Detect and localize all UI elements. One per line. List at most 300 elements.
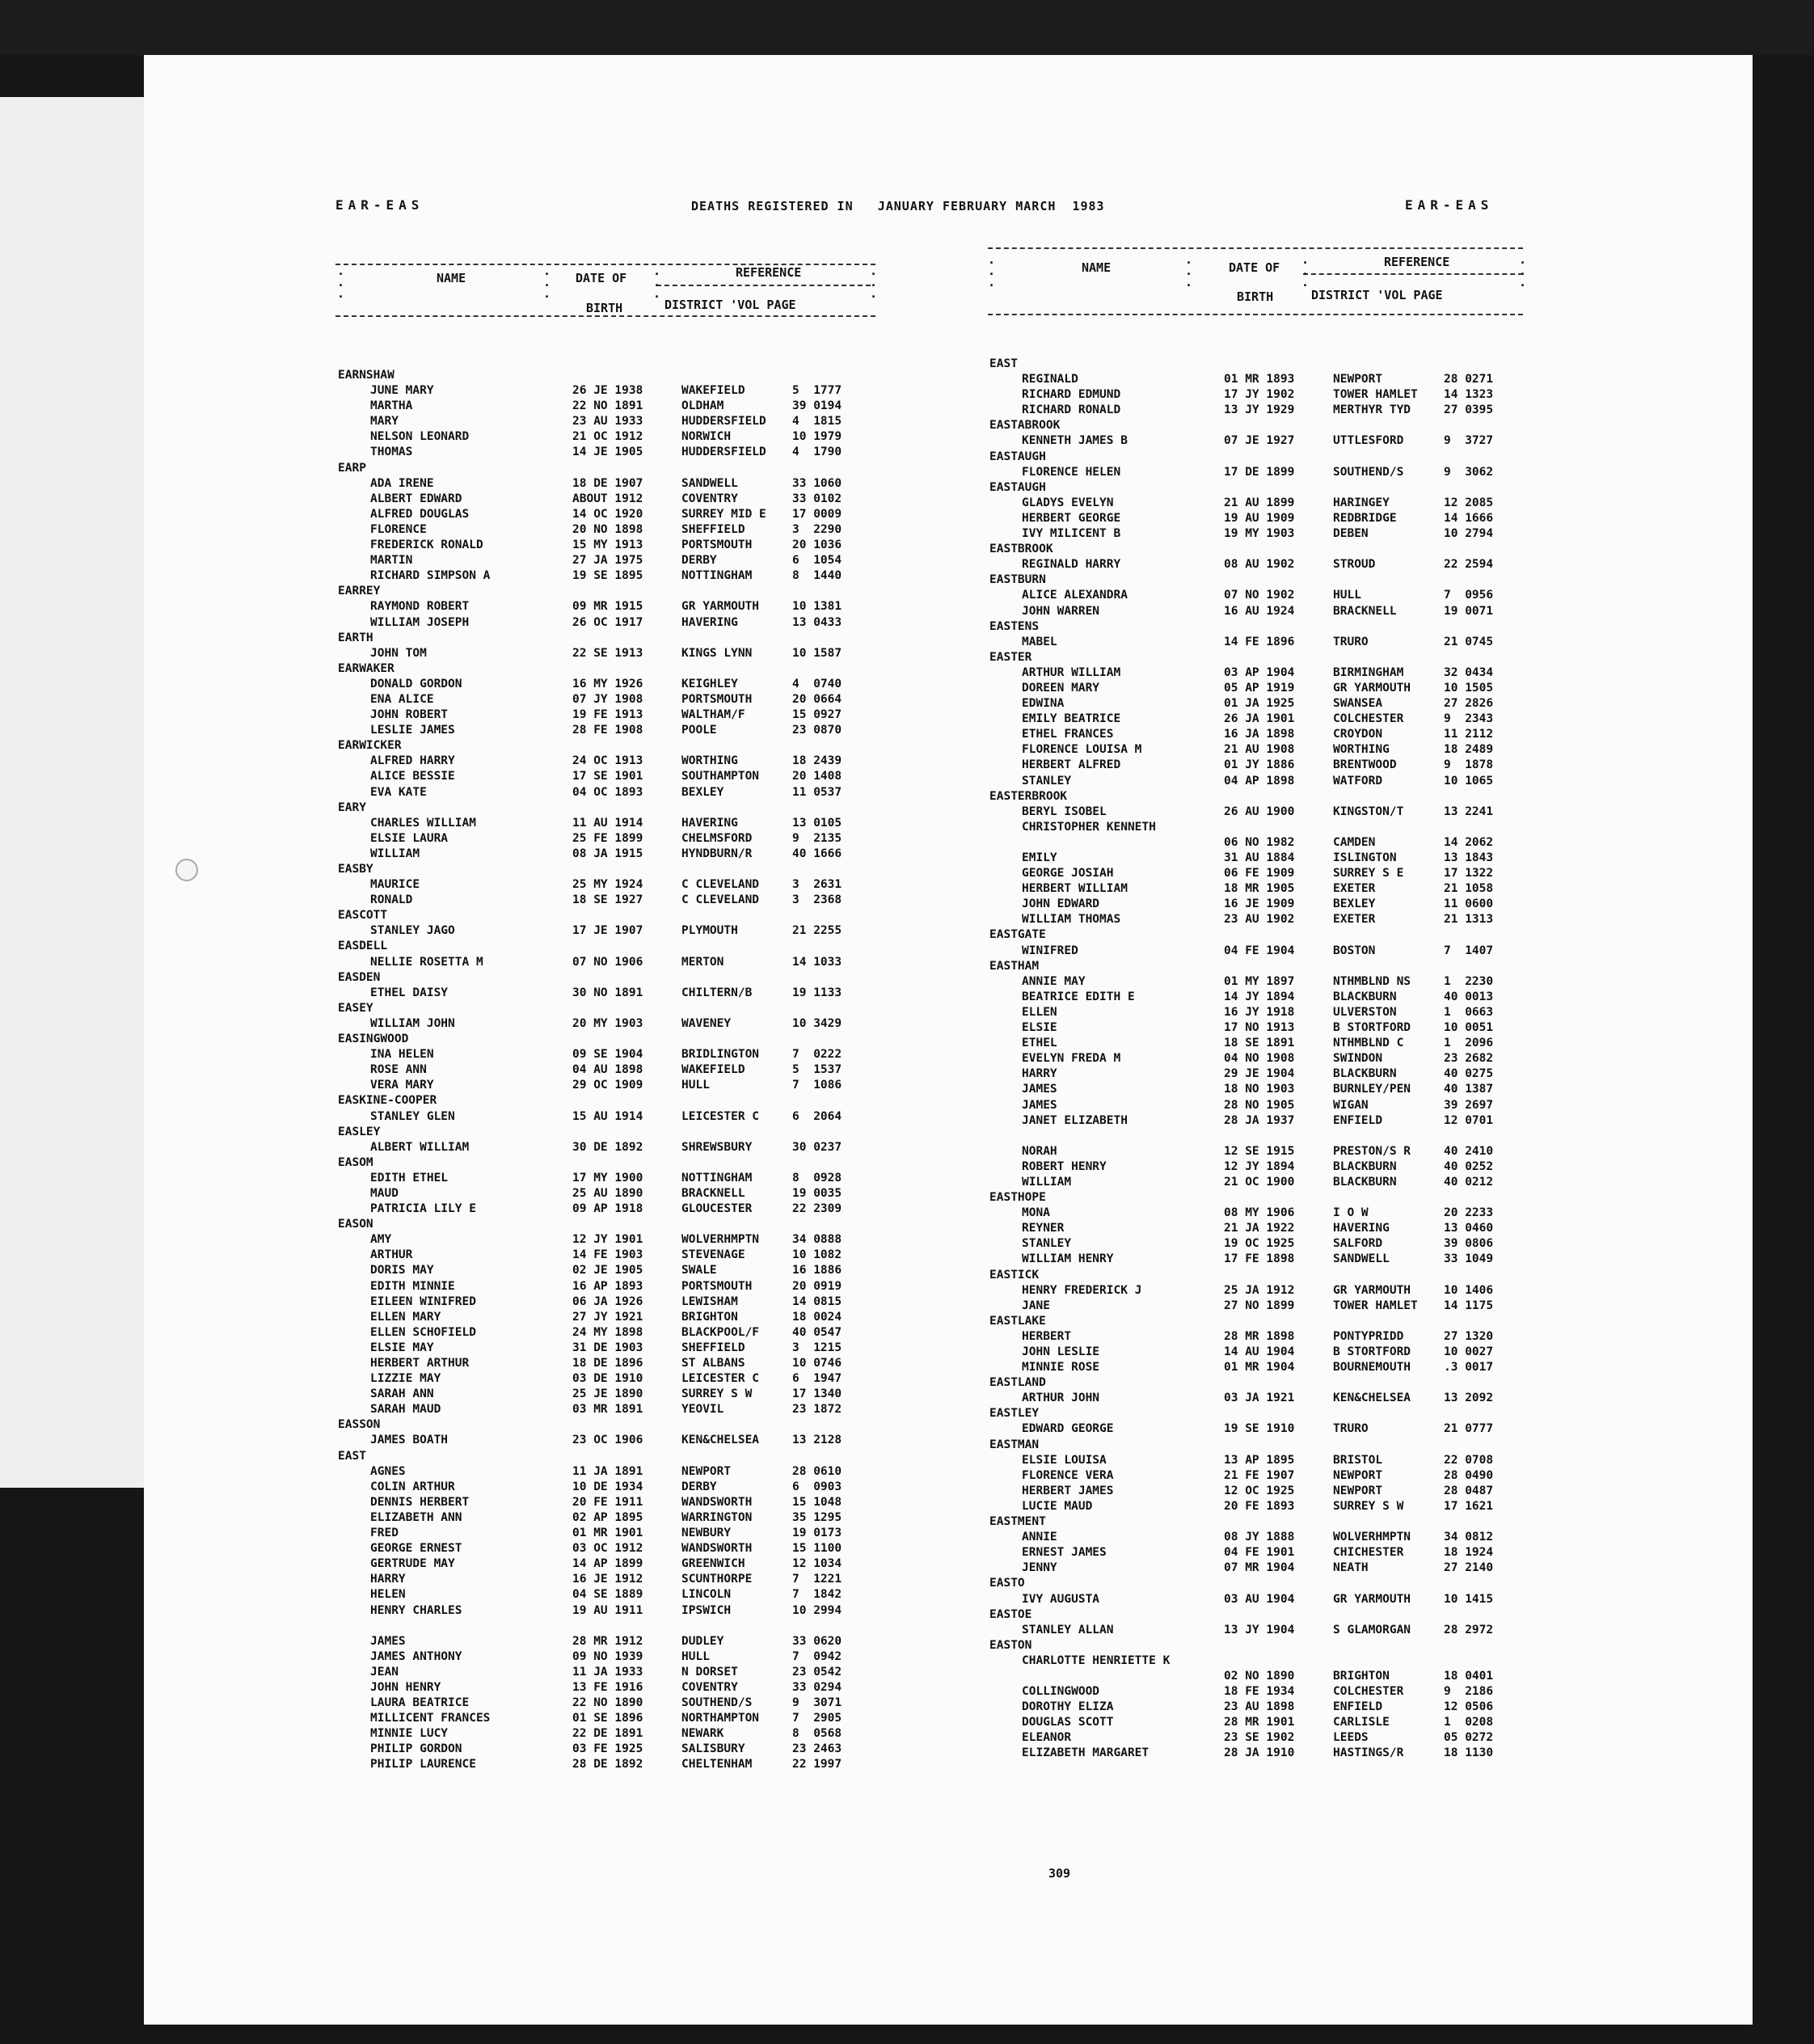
header-right-range: EAR-EAS	[1405, 197, 1494, 213]
vol-page: 15 0927	[792, 708, 842, 722]
vol-page: 27 2826	[1444, 697, 1494, 711]
given-names: HERBERT ALFRED	[1022, 758, 1121, 772]
district: BLACKBURN	[1333, 990, 1397, 1003]
district: GREENWICH	[681, 1557, 745, 1571]
district: NTHMBLND C	[1333, 1037, 1404, 1050]
scan-side-strip	[0, 97, 144, 1488]
district: CHELMSFORD	[681, 831, 753, 845]
given-names: PHILIP LAURENCE	[370, 1758, 476, 1772]
date-of-birth: 04 AP 1898	[1224, 774, 1295, 788]
district: BRENTWOOD	[1333, 758, 1397, 772]
date-of-birth: 20 FE 1911	[572, 1495, 643, 1509]
date-of-birth: 26 OC 1917	[572, 615, 643, 629]
given-names: RONALD	[370, 893, 413, 907]
given-names: HERBERT WILLIAM	[1022, 882, 1128, 896]
date-of-birth: ABOUT 1912	[572, 492, 643, 505]
vol-page: 10 0746	[792, 1357, 842, 1370]
district: C CLEVELAND	[681, 893, 760, 907]
given-names: WILLIAM HENRY	[1022, 1252, 1114, 1266]
date-of-birth: 07 NO 1906	[572, 955, 643, 969]
surname: EASTHAM	[989, 959, 1040, 973]
given-names: DORIS MAY	[370, 1264, 434, 1278]
district: PLYMOUTH	[681, 924, 738, 938]
date-of-birth: 17 MY 1900	[572, 1171, 643, 1185]
given-names: ELLEN SCHOFIELD	[370, 1325, 476, 1339]
date-of-birth: 25 FE 1899	[572, 831, 643, 845]
vol-page: 28 0490	[1444, 1468, 1494, 1482]
given-names: HELEN	[370, 1588, 406, 1602]
district: NORTHAMPTON	[681, 1712, 760, 1725]
district: EXETER	[1333, 882, 1376, 896]
date-of-birth: 17 JE 1907	[572, 924, 643, 938]
given-names: GLADYS EVELYN	[1022, 496, 1114, 509]
vol-page: 35 1295	[792, 1510, 842, 1524]
vol-page: 9 3062	[1444, 465, 1494, 479]
vol-page: 17 0009	[792, 507, 842, 521]
given-names: MARTHA	[370, 399, 413, 413]
vol-page: 27 2140	[1444, 1561, 1494, 1575]
given-names: MAURICE	[370, 878, 420, 892]
given-names: NELSON LEONARD	[370, 430, 470, 444]
district: WATFORD	[1333, 774, 1383, 788]
district: LEICESTER C	[681, 1372, 760, 1386]
date-of-birth: 28 DE 1892	[572, 1758, 643, 1772]
district: HULL	[681, 1649, 710, 1663]
date-of-birth: 12 JY 1901	[572, 1233, 643, 1247]
date-of-birth: 03 AU 1904	[1224, 1592, 1295, 1606]
date-of-birth: 06 FE 1909	[1224, 867, 1295, 881]
given-names: RICHARD SIMPSON A	[370, 569, 491, 583]
given-names: STANLEY	[1022, 774, 1072, 788]
vol-page: 6 0903	[792, 1480, 842, 1493]
vol-page: 20 1036	[792, 538, 842, 552]
given-names: FLORENCE VERA	[1022, 1468, 1114, 1482]
date-of-birth: 25 MY 1924	[572, 878, 643, 892]
district: PORTSMOUTH	[681, 538, 753, 552]
given-names: WILLIAM JOSEPH	[370, 615, 470, 629]
surname: EASEY	[338, 1001, 373, 1015]
given-names: ALICE ALEXANDRA	[1022, 589, 1128, 602]
district: NEWPORT	[1333, 1468, 1383, 1482]
date-of-birth: 11 JA 1891	[572, 1464, 643, 1478]
district: HUDDERSFIELD	[681, 446, 766, 459]
date-of-birth: 26 JA 1901	[1224, 712, 1295, 726]
date-of-birth: 28 MR 1912	[572, 1634, 643, 1648]
vol-page: 19 1133	[792, 986, 842, 999]
date-of-birth: 04 AU 1898	[572, 1063, 643, 1077]
vol-page: 8 0568	[792, 1727, 842, 1741]
given-names: ANNIE MAY	[1022, 974, 1086, 988]
vol-page: 34 0812	[1444, 1531, 1494, 1544]
given-names: ELLEN	[1022, 1005, 1057, 1019]
surname: EARREY	[338, 585, 381, 598]
district: KEN&CHELSEA	[681, 1434, 760, 1447]
surname: EASTENS	[989, 619, 1040, 633]
given-names: ARTHUR WILLIAM	[1022, 665, 1121, 679]
vol-page: 6 1054	[792, 554, 842, 568]
district: UTTLESFORD	[1333, 434, 1404, 448]
date-of-birth: 21 OC 1912	[572, 430, 643, 444]
date-of-birth: 18 FE 1934	[1224, 1685, 1295, 1699]
vol-page: 9 3071	[792, 1696, 842, 1710]
given-names: ELIZABETH ANN	[370, 1510, 462, 1524]
vol-page: 33 0294	[792, 1680, 842, 1694]
given-names: CHARLES WILLIAM	[370, 816, 476, 830]
given-names: EDITH ETHEL	[370, 1171, 449, 1185]
date-of-birth: 28 JA 1910	[1224, 1746, 1295, 1760]
district: COVENTRY	[681, 492, 738, 505]
vol-page: 11 0537	[792, 785, 842, 799]
district: SWANSEA	[1333, 697, 1383, 711]
given-names: FLORENCE	[370, 522, 427, 536]
given-names: ALFRED DOUGLAS	[370, 507, 470, 521]
vol-page: 20 0919	[792, 1279, 842, 1293]
given-names: HARRY	[1022, 1067, 1057, 1081]
district: ST ALBANS	[681, 1357, 745, 1370]
date-of-birth: 25 JA 1912	[1224, 1283, 1295, 1297]
given-names: RICHARD RONALD	[1022, 403, 1121, 417]
vol-page: 12 0506	[1444, 1700, 1494, 1714]
surname: EASKINE-COOPER	[338, 1094, 437, 1108]
date-of-birth: 19 SE 1910	[1224, 1422, 1295, 1436]
given-names: EDWARD GEORGE	[1022, 1422, 1114, 1436]
district: S GLAMORGAN	[1333, 1623, 1411, 1636]
date-of-birth: 04 FE 1901	[1224, 1546, 1295, 1560]
given-names: JOHN HENRY	[370, 1680, 441, 1694]
vol-page: 27 0395	[1444, 403, 1494, 417]
district: PONTYPRIDD	[1333, 1329, 1404, 1343]
vol-page: 12 0701	[1444, 1113, 1494, 1127]
surname: EASCOTT	[338, 909, 388, 923]
district: WORTHING	[1333, 743, 1390, 757]
given-names: NORAH	[1022, 1144, 1057, 1158]
punch-hole	[175, 859, 198, 881]
given-names: JAMES	[1022, 1098, 1057, 1112]
given-names: ALICE BESSIE	[370, 770, 455, 783]
vol-page: 13 1843	[1444, 851, 1494, 864]
date-of-birth: 14 FE 1896	[1224, 635, 1295, 648]
given-names: GEORGE ERNEST	[370, 1542, 462, 1556]
date-of-birth: 15 MY 1913	[572, 538, 643, 552]
district: MERTON	[681, 955, 724, 969]
date-of-birth: 21 AU 1908	[1224, 743, 1295, 757]
vol-page: 21 0777	[1444, 1422, 1494, 1436]
district: SURREY S W	[681, 1387, 753, 1401]
vol-page: 33 0620	[792, 1634, 842, 1648]
vol-page: 3 2631	[792, 878, 842, 892]
vol-page: 11 2112	[1444, 728, 1494, 741]
vol-page: 10 2794	[1444, 527, 1494, 541]
vol-page: 18 2439	[792, 754, 842, 768]
vol-page: 14 1323	[1444, 388, 1494, 402]
vol-page: 9 2343	[1444, 712, 1494, 726]
vol-page: 33 1049	[1444, 1252, 1494, 1266]
given-names: BEATRICE EDITH E	[1022, 990, 1135, 1003]
given-names: ETHEL	[1022, 1037, 1057, 1050]
given-names: ELSIE LAURA	[370, 831, 449, 845]
vol-page: 9 1878	[1444, 758, 1494, 772]
left-col-birth: BIRTH	[586, 301, 623, 315]
given-names: ARTHUR JOHN	[1022, 1392, 1100, 1405]
surname: EASDEN	[338, 970, 381, 984]
vol-page: 28 0487	[1444, 1484, 1494, 1497]
vol-page: 19 0035	[792, 1186, 842, 1200]
given-names: EMILY BEATRICE	[1022, 712, 1121, 726]
vol-page: 6 2064	[792, 1109, 842, 1123]
given-names: ARTHUR	[370, 1248, 413, 1262]
given-names: JUNE MARY	[370, 384, 434, 398]
vol-page: 14 0815	[792, 1294, 842, 1308]
district: PORTSMOUTH	[681, 1279, 753, 1293]
district: CARLISLE	[1333, 1716, 1390, 1729]
date-of-birth: 03 JA 1921	[1224, 1392, 1295, 1405]
vol-page: 5 1777	[792, 384, 842, 398]
vol-page: 10 0027	[1444, 1345, 1494, 1358]
given-names: WILLIAM	[370, 847, 420, 860]
given-names: MINNIE LUCY	[370, 1727, 449, 1741]
given-names: IVY MILICENT B	[1022, 527, 1121, 541]
page-number: 309	[1048, 1866, 1071, 1881]
district: SOUTHAMPTON	[681, 770, 760, 783]
surname: EASTMAN	[989, 1438, 1040, 1451]
given-names: ETHEL FRANCES	[1022, 728, 1114, 741]
district: WAVENEY	[681, 1016, 732, 1030]
vol-page: 17 1621	[1444, 1499, 1494, 1513]
district: SURREY S E	[1333, 867, 1404, 881]
date-of-birth: 19 SE 1895	[572, 569, 643, 583]
date-of-birth: 28 NO 1905	[1224, 1098, 1295, 1112]
vol-page: 40 0275	[1444, 1067, 1494, 1081]
vol-page: 3 1215	[792, 1341, 842, 1354]
district: HAVERING	[681, 615, 738, 629]
given-names: ROBERT HENRY	[1022, 1159, 1107, 1173]
district: KINGSTON/T	[1333, 805, 1404, 818]
date-of-birth: 13 AP 1895	[1224, 1453, 1295, 1467]
vol-page: 18 2489	[1444, 743, 1494, 757]
district: SOUTHEND/S	[681, 1696, 753, 1710]
date-of-birth: 13 FE 1916	[572, 1680, 643, 1694]
vol-page: 28 0610	[792, 1464, 842, 1478]
district: PRESTON/S R	[1333, 1144, 1411, 1158]
given-names: DOUGLAS SCOTT	[1022, 1716, 1114, 1729]
district: YEOVIL	[681, 1403, 724, 1417]
vol-page: 14 1175	[1444, 1299, 1494, 1312]
district: SANDWELL	[1333, 1252, 1390, 1266]
district: BRIDLINGTON	[681, 1048, 760, 1062]
vol-page: 27 1320	[1444, 1329, 1494, 1343]
date-of-birth: 30 NO 1891	[572, 986, 643, 999]
district: BEXLEY	[681, 785, 724, 799]
vol-page: 1 2096	[1444, 1037, 1494, 1050]
district: POOLE	[681, 724, 717, 737]
date-of-birth: 08 JA 1915	[572, 847, 643, 860]
district: GR YARMOUTH	[681, 600, 760, 614]
district: HULL	[681, 1079, 710, 1092]
district: ULVERSTON	[1333, 1005, 1397, 1019]
vol-page: 7 0222	[792, 1048, 842, 1062]
surname: EASTER	[989, 650, 1032, 664]
district: LEEDS	[1333, 1731, 1369, 1745]
district: BLACKBURN	[1333, 1067, 1397, 1081]
given-names: FLORENCE HELEN	[1022, 465, 1121, 479]
date-of-birth: 20 MY 1903	[572, 1016, 643, 1030]
date-of-birth: 17 SE 1901	[572, 770, 643, 783]
vol-page: 7 1407	[1444, 944, 1494, 957]
date-of-birth: 03 AP 1904	[1224, 665, 1295, 679]
given-names: ELSIE MAY	[370, 1341, 434, 1354]
vol-page: 8 1440	[792, 569, 842, 583]
vol-page: 17 1340	[792, 1387, 842, 1401]
date-of-birth: 20 FE 1893	[1224, 1499, 1295, 1513]
given-names: EDITH MINNIE	[370, 1279, 455, 1293]
date-of-birth: 20 NO 1898	[572, 522, 643, 536]
vol-page: 4 1815	[792, 415, 842, 429]
given-names: HENRY FREDERICK J	[1022, 1283, 1142, 1297]
given-names: JAMES	[370, 1634, 406, 1648]
surname: EAST	[338, 1449, 366, 1463]
district: CAMDEN	[1333, 835, 1376, 849]
district: HAVERING	[1333, 1222, 1390, 1235]
date-of-birth: 21 FE 1907	[1224, 1468, 1295, 1482]
district: CHICHESTER	[1333, 1546, 1404, 1560]
district: NTHMBLND NS	[1333, 974, 1411, 988]
district: WANDSWORTH	[681, 1542, 753, 1556]
surname: EASTO	[989, 1577, 1025, 1590]
surname: EASTHOPE	[989, 1191, 1046, 1205]
surname: EASTAUGH	[989, 450, 1046, 463]
date-of-birth: 09 NO 1939	[572, 1649, 643, 1663]
district: DERBY	[681, 554, 717, 568]
date-of-birth: 01 MR 1904	[1224, 1361, 1295, 1375]
district: NEATH	[1333, 1561, 1369, 1575]
district: TOWER HAMLET	[1333, 1299, 1418, 1312]
vol-page: 1 0663	[1444, 1005, 1494, 1019]
given-names: MONA	[1022, 1206, 1050, 1220]
date-of-birth: 23 AU 1898	[1224, 1700, 1295, 1714]
district: TOWER HAMLET	[1333, 388, 1418, 402]
vol-page: 13 2241	[1444, 805, 1494, 818]
given-names: SARAH ANN	[370, 1387, 434, 1401]
district: NEWPORT	[1333, 1484, 1383, 1497]
district: STROUD	[1333, 558, 1376, 572]
vol-page: 7 1086	[792, 1079, 842, 1092]
vol-page: 10 1406	[1444, 1283, 1494, 1297]
given-names: ERNEST JAMES	[1022, 1546, 1107, 1560]
surname: EARTH	[338, 631, 373, 644]
district: TRURO	[1333, 1422, 1369, 1436]
date-of-birth: 14 OC 1920	[572, 507, 643, 521]
date-of-birth: 24 MY 1898	[572, 1325, 643, 1339]
date-of-birth: 01 SE 1896	[572, 1712, 643, 1725]
given-names: LUCIE MAUD	[1022, 1499, 1093, 1513]
district: SCUNTHORPE	[681, 1573, 753, 1586]
vol-page: 23 2682	[1444, 1052, 1494, 1066]
district: WALTHAM/F	[681, 708, 745, 722]
date-of-birth: 18 DE 1907	[572, 476, 643, 490]
vol-page: 13 2128	[792, 1434, 842, 1447]
given-names: MAUD	[370, 1186, 399, 1200]
date-of-birth: 14 FE 1903	[572, 1248, 643, 1262]
date-of-birth: 01 JA 1925	[1224, 697, 1295, 711]
district: BURNLEY/PEN	[1333, 1083, 1411, 1096]
surname: EARY	[338, 800, 366, 814]
date-of-birth: 13 JY 1904	[1224, 1623, 1295, 1636]
district: ENFIELD	[1333, 1113, 1383, 1127]
given-names: HERBERT	[1022, 1329, 1072, 1343]
given-names: PATRICIA LILY E	[370, 1202, 476, 1216]
date-of-birth: 28 MR 1901	[1224, 1716, 1295, 1729]
date-of-birth: 21 AU 1899	[1224, 496, 1295, 509]
district: DUDLEY	[681, 1634, 724, 1648]
district: HUDDERSFIELD	[681, 415, 766, 429]
given-names: WILLIAM	[1022, 1175, 1072, 1189]
given-names: WILLIAM JOHN	[370, 1016, 455, 1030]
vol-page: 6 1947	[792, 1372, 842, 1386]
date-of-birth: 19 FE 1913	[572, 708, 643, 722]
date-of-birth: 16 MY 1926	[572, 677, 643, 690]
vol-page: 9 2135	[792, 831, 842, 845]
surname: EASOM	[338, 1155, 373, 1169]
date-of-birth: 17 NO 1913	[1224, 1021, 1295, 1035]
surname: EASTOE	[989, 1607, 1032, 1621]
district: COVENTRY	[681, 1680, 738, 1694]
district: SHREWSBURY	[681, 1140, 753, 1154]
vol-page: 23 1872	[792, 1403, 842, 1417]
district: LEICESTER C	[681, 1109, 760, 1123]
vol-page: 18 1130	[1444, 1746, 1494, 1760]
given-names: ROSE ANN	[370, 1063, 427, 1077]
vol-page: 8 0928	[792, 1171, 842, 1185]
district: NEWBURY	[681, 1527, 732, 1540]
given-names: WINIFRED	[1022, 944, 1078, 957]
vol-page: 21 1058	[1444, 882, 1494, 896]
given-names: HERBERT JAMES	[1022, 1484, 1114, 1497]
date-of-birth: 23 OC 1906	[572, 1434, 643, 1447]
date-of-birth: 06 JA 1926	[572, 1294, 643, 1308]
district: BRACKNELL	[681, 1186, 745, 1200]
given-names: THOMAS	[370, 446, 413, 459]
vol-page: 22 1997	[792, 1758, 842, 1772]
date-of-birth: 31 AU 1884	[1224, 851, 1295, 864]
vol-page: 19 0173	[792, 1527, 842, 1540]
district: CROYDON	[1333, 728, 1383, 741]
date-of-birth: 09 AP 1918	[572, 1202, 643, 1216]
given-names: JOHN EDWARD	[1022, 897, 1100, 911]
district: SWINDON	[1333, 1052, 1383, 1066]
date-of-birth: 01 JY 1886	[1224, 758, 1295, 772]
given-names: JEAN	[370, 1665, 399, 1679]
left-col-name: NAME	[437, 271, 466, 285]
vol-page: 3 2290	[792, 522, 842, 536]
given-names: NELLIE ROSETTA M	[370, 955, 483, 969]
vol-page: 14 2062	[1444, 835, 1494, 849]
district: SHEFFIELD	[681, 1341, 745, 1354]
vol-page: 15 1100	[792, 1542, 842, 1556]
district: B STORTFORD	[1333, 1345, 1411, 1358]
surname: EASTBROOK	[989, 543, 1053, 556]
date-of-birth: 12 JY 1894	[1224, 1159, 1295, 1173]
district: BOURNEMOUTH	[1333, 1361, 1411, 1375]
date-of-birth: 01 MR 1893	[1224, 373, 1295, 386]
surname: EASTMENT	[989, 1515, 1046, 1529]
date-of-birth: 07 JE 1927	[1224, 434, 1295, 448]
date-of-birth: 14 JY 1894	[1224, 990, 1295, 1003]
vol-page: 21 2255	[792, 924, 842, 938]
left-col-reference: REFERENCE	[736, 265, 802, 280]
date-of-birth: 23 AU 1902	[1224, 913, 1295, 927]
district: I O W	[1333, 1206, 1369, 1220]
date-of-birth: 18 SE 1891	[1224, 1037, 1295, 1050]
